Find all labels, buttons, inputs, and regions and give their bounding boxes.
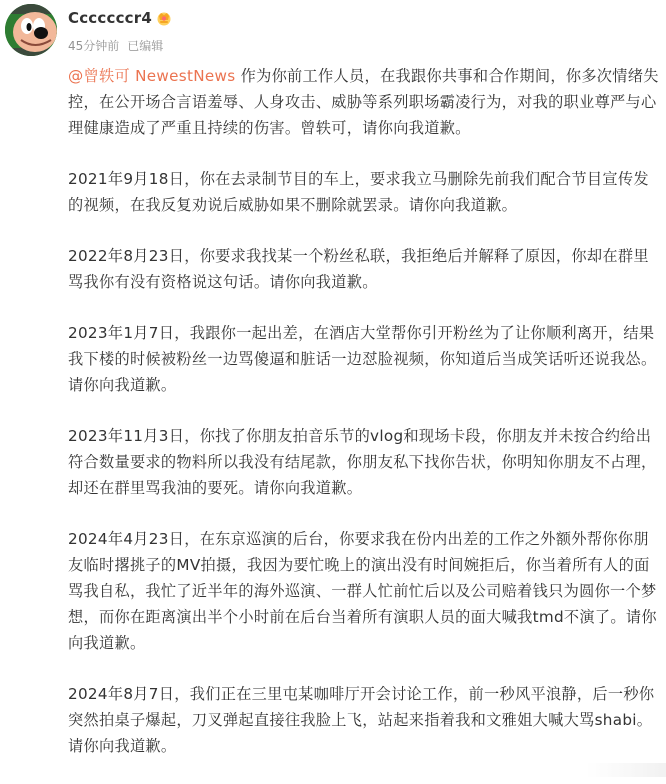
mention-link[interactable]: @曾轶可 NewestNews bbox=[68, 67, 236, 85]
avatar[interactable] bbox=[5, 4, 57, 56]
watermark-fade bbox=[586, 763, 666, 777]
author-name[interactable]: Cccccccr4 bbox=[68, 9, 152, 27]
paragraph-2023-11-03: 2023年11月3日，你找了你朋友拍音乐节的vlog和现场卡段，你朋友并未按合约给出符合数量要求的物料所以我没有结尾款，你朋友私下找你告状，你明知你朋友不占理，却还在群里骂我油的要死。请你向我道歉。 bbox=[68, 427, 657, 497]
paragraph-text: 作为你前工作人员，在我跟你共事和合作期间，你多次情绪失控，在公开场合言语羞辱、人身攻击、威胁等系列职场霸凌行为，对我的职业尊严与心理健康造成了严重且持续的伤害。曾轶可，请你向我道歉。 bbox=[68, 67, 659, 137]
post-content bbox=[68, 63, 664, 784]
author-row bbox=[68, 9, 172, 27]
paragraph-intro bbox=[68, 63, 664, 141]
paragraph-2024-08-07: 2024年8月7日，我们正在三里屯某咖啡厅开会讨论工作，前一秒风平浪静，后一秒你突然拍桌子爆起，刀叉弹起直接往我脸上飞，站起来指着我和文雅姐大喊大骂shabi。请你向我道歉。 bbox=[68, 685, 655, 755]
paragraph-2024-04-23: 2024年4月23日，在东京巡演的后台，你要求我在份内出差的工作之外额外帮你你朋友临时撂挑子的MV拍摄，我因为要忙晚上的演出没有时间婉拒后，你当着所有人的面骂我自私，我忙了近半年的海外巡演、一群人忙前忙后以及公司赔着钱只为圆你一个梦想，而你在距离演出半个小时前在后台当着所有演职人员的面大喊我tmd不演了。请你向我道歉。 bbox=[68, 530, 657, 652]
paragraph-2022-08-23: 2022年8月23日，你要求我找某一个粉丝私联，我拒绝后并解释了原因，你却在群里骂我你有没有资格说这句话。请你向我道歉。 bbox=[68, 247, 649, 291]
paragraph-2021-09-18: 2021年9月18日，你在去录制节目的车上，要求我立马删除先前我们配合节目宣传发的视频，在我反复劝说后威胁如果不删除就罢录。请你向我道歉。 bbox=[68, 170, 649, 214]
post-time[interactable]: 45分钟前 bbox=[68, 39, 120, 53]
edited-label: 已编辑 bbox=[127, 39, 164, 53]
crown-badge-icon[interactable] bbox=[156, 10, 172, 26]
post-header bbox=[0, 0, 666, 60]
post-meta bbox=[68, 37, 163, 54]
cartoon-mouse-avatar-icon bbox=[5, 4, 57, 56]
paragraph-2023-01-07: 2023年1月7日，我跟你一起出差，在酒店大堂帮你引开粉丝为了让你顺利离开，结果我下楼的时候被粉丝一边骂傻逼和脏话一边怼脸视频，你知道后当成笑话听还说我怂。请你向我道歉。 bbox=[68, 324, 657, 394]
